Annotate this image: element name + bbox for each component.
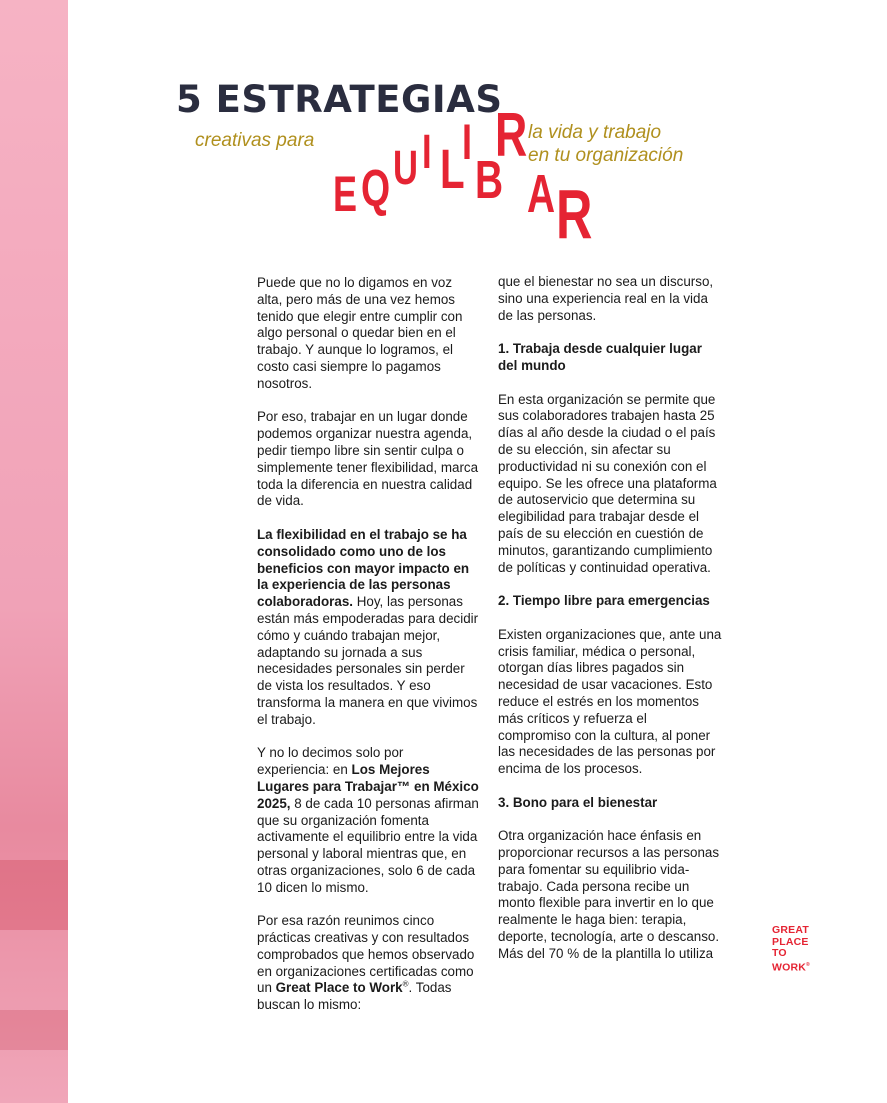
side-strip-shade (0, 860, 68, 930)
right-column (498, 274, 723, 979)
paragraph: que el bienestar no sea un discurso, sino una experiencia real en la vida de las personas. (498, 274, 714, 323)
equilibrar-letter: I (422, 126, 432, 179)
equilibrar-letter: I (462, 114, 473, 170)
equilibrar-letter: A (527, 164, 556, 224)
paragraph: Puede que no lo digamos en voz alta, pero más de una vez hemos tenido que elegir entre cumplir con algo personal o quedar bien en el trabajo. Y aunque lo logramos, el costo casi siempre lo pagamos nosotros. (257, 275, 463, 391)
logo-line: GREAT (772, 924, 809, 936)
side-strip-shade (0, 1010, 68, 1050)
subtitle-right-line: en tu organización (528, 145, 684, 166)
section-heading: 1. Trabaja desde cualquier lugar del mundo (498, 341, 702, 373)
paragraph: En esta organización se permite que sus colaboradores trabajen hasta 25 días al año desde la ciudad o el país de su elección, sin afectar su productividad ni su conexión con el equipo. Se les ofrece una plataforma de autoservicio que determina su elegibilidad para trabajar desde el país de su elección en cuestión de minutos, garantizando cumplimiento de políticas y continuidad operativa. (498, 391, 717, 575)
subtitle-left: creativas para (195, 130, 315, 151)
bold-text: Los Mejores Lugares para Trabajar™ en México 2025, (257, 762, 479, 811)
equilibrar-letter: Q (361, 160, 391, 218)
bold-text: La flexibilidad en el trabajo se ha consolidado como uno de los beneficios con mayor impacto en la experiencia de las personas colaboradoras. (257, 526, 470, 610)
bold-text: Great Place to Work (275, 980, 403, 996)
section-heading: 3. Bono para el bienestar (498, 794, 658, 810)
equilibrar-letter: L (440, 137, 465, 200)
registered-mark: ® (402, 980, 409, 989)
paragraph (257, 745, 479, 896)
page-title: 5 ESTRATEGIAS (176, 78, 503, 121)
logo-word: WORK (772, 961, 807, 973)
logo-line (772, 960, 810, 974)
left-column (257, 275, 479, 1031)
decorative-side-strip (0, 0, 68, 1103)
equilibrar-letter: R (556, 175, 593, 253)
equilibrar-letter: R (495, 101, 528, 170)
paragraph-text: Por esa razón reunimos cinco prácticas creativas y con resultados comprobados que hemos observado en organizaciones certificadas como un (257, 913, 475, 996)
great-place-to-work-logo (772, 925, 810, 974)
paragraph: Por eso, trabajar en un lugar donde podemos organizar nuestra agenda, pedir tiempo libre sin sentir culpa o simplemente tener flexibilidad, marca toda la diferencia en nuestra calidad de vida. (257, 409, 479, 509)
section-heading: 2. Tiempo libre para emergencias (498, 593, 710, 609)
logo-line: PLACE (772, 935, 809, 948)
equilibrar-letter: B (475, 150, 504, 210)
equilibrar-letter: E (333, 166, 358, 222)
paragraph-text: Hoy, las personas están más empoderadas para decidir cómo y cuándo trabajan mejor, adaptando su jornada a sus necesidades personales sin perder de vista los resultados. Y eso transforma la manera en que vivimos el trabajo. (257, 594, 479, 727)
subtitle-right-line: la vida y trabajo (528, 122, 662, 143)
equilibrar-wordmark (333, 101, 593, 255)
logo-line: TO (772, 947, 787, 959)
paragraph: Existen organizaciones que, ante una crisis familiar, médica o personal, otorgan días libres pagados sin necesidad de usar vacaciones. Esto reduce el estrés en los momentos más críticos y refuerza el compromiso con la cultura, al poner las necesidades de las personas por encima de los procesos. (498, 626, 722, 777)
paragraph (257, 913, 479, 1014)
paragraph (257, 527, 479, 729)
paragraph-text: 8 de cada 10 personas afirman que su organización fomenta activamente el equilibrio entre la vida personal y laboral mientras que, en otras organizaciones, solo 6 de cada 10 dicen lo mismo. (257, 795, 479, 895)
paragraph-text: . Todas buscan lo mismo: (257, 980, 452, 1013)
paragraph: Otra organización hace énfasis en proporcionar recursos a las personas para fomentar su equilibrio vida-trabajo. Cada persona recibe un monto flexible para invertir en lo que realmente le haga bien: terapia, deporte, tecnología, arte o descanso. Más del 70 % de la plantilla lo utiliza (498, 828, 720, 961)
paragraph-text: Y no lo decimos solo por experiencia: en (257, 745, 404, 778)
logo-registered-mark: ® (806, 961, 810, 968)
equilibrar-letter: U (393, 142, 418, 195)
